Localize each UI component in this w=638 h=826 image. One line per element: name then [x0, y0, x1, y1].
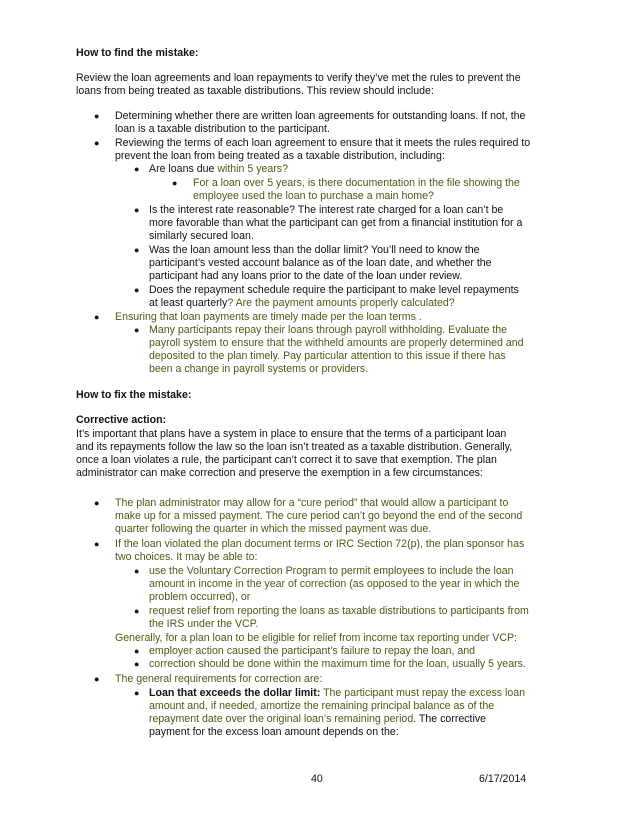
bullet-icon: ●: [134, 688, 140, 698]
sub-sub-bullet-home-1: For a loan over 5 years, is there documentation in the file showing the: [193, 177, 520, 189]
bullet-icon: ●: [134, 606, 140, 616]
due-prefix: Are loans due: [149, 163, 218, 175]
bullet-plan-violation-1: If the loan violated the plan document terms or IRC Section 72(p), the plan sponsor has: [115, 538, 525, 550]
sub-bullet-excess-loan-1: [149, 687, 525, 700]
sub-bullet-employer-action: employer action caused the participant’s failure to repay the loan, and: [149, 645, 476, 657]
sub-sub-bullet-home-2: employee used the loan to purchase a main home?: [193, 190, 434, 202]
sub-bullet-interest-1: Is the interest rate reasonable? The interest rate charged for a loan can’t be: [149, 204, 504, 216]
sub-bullet-correction-time: correction should be done within the maximum time for the loan, usually 5 years.: [149, 658, 526, 670]
sub-bullet-vcp-3: problem occurred), or: [149, 591, 251, 603]
bullet-written-agreements-2: loan is a taxable distribution to the participant.: [115, 123, 330, 135]
sub-bullet-excess-loan-4: payment for the excess loan amount depends on the:: [149, 726, 399, 738]
sub-bullet-payroll-4: been a change in payroll systems or providers.: [149, 363, 369, 375]
bullet-timely-payments: Ensuring that loan payments are timely made per the loan terms .: [115, 311, 422, 323]
footer-page-number: 40: [311, 773, 323, 785]
generally-eligible-line: Generally, for a plan loan to be eligible for relief from income tax reporting under VCP:: [115, 632, 517, 644]
bullet-cure-period-3: quarter following the quarter in which the missed payment was due.: [115, 523, 432, 535]
sub-bullet-vcp-1: use the Voluntary Correction Program to permit employees to include the loan: [149, 565, 514, 577]
sub-bullet-interest-2: more favorable than what the participant can get from a financial institution for a: [149, 217, 523, 229]
bullet-plan-violation-2: two choices. It may be able to:: [115, 551, 258, 563]
sub-bullet-repayment-1: Does the repayment schedule require the participant to make level repayments: [149, 284, 519, 296]
sub-bullet-relief-1: request relief from reporting the loans as taxable distributions to participants from: [149, 605, 529, 617]
bullet-cure-period-2: make up for a missed payment. The cure period can’t go beyond the end of the second: [115, 510, 523, 522]
bullet-written-agreements-1: Determining whether there are written loan agreements for outstanding loans. If not, the: [115, 110, 526, 122]
bullet-general-requirements: The general requirements for correction are:: [115, 673, 323, 685]
bullet-icon: ●: [134, 205, 140, 215]
sub-bullet-dollar-limit-2: participant’s vested account balance as of the loan date, and whether the: [149, 257, 492, 269]
sub-bullet-payroll-2: payroll system to ensure that the withheld amounts are properly determined and: [149, 337, 524, 349]
sub-bullet-due-5-years: [149, 163, 288, 176]
bullet-icon: ●: [134, 325, 140, 335]
sub-bullet-payroll-3: deposited to the plan timely. Pay particular attention to this issue if there has: [149, 350, 506, 362]
sub-bullet-repayment-2: [149, 297, 455, 310]
repayment-quarterly: at least quarterly: [149, 297, 228, 309]
bullet-icon: ●: [134, 659, 140, 669]
bullet-cure-period-1: The plan administrator may allow for a “cure period” that would allow a participant to: [115, 497, 509, 509]
intro-line-1: Review the loan agreements and loan repayments to verify they’ve met the rules to prevent the: [76, 72, 521, 84]
excess-loan-rest: The participant must repay the excess loan: [320, 687, 526, 699]
bullet-icon: ●: [134, 285, 140, 295]
section-heading-fix: How to fix the mistake:: [76, 389, 192, 401]
bullet-icon: ●: [94, 312, 100, 322]
corrective-para-4: administrator can make correction and preserve the exemption in a few circumstances:: [76, 467, 483, 479]
sub-bullet-dollar-limit-1: Was the loan amount less than the dollar limit? You’ll need to know the: [149, 244, 480, 256]
corrective-para-1: It’s important that plans have a system in place to ensure that the terms of a participant loan: [76, 428, 507, 440]
bullet-icon: ●: [134, 164, 140, 174]
corrective-action-heading: Corrective action:: [76, 414, 167, 426]
section-heading-find: How to find the mistake:: [76, 47, 199, 59]
sub-bullet-excess-loan-3: [149, 713, 486, 726]
excess-loan-label: Loan that exceeds the dollar limit:: [149, 687, 321, 699]
bullet-icon: ●: [94, 498, 100, 508]
sub-bullet-relief-2: the IRS under the VCP.: [149, 618, 259, 630]
repayment-question: ? Are the payment amounts properly calculated?: [227, 297, 455, 309]
excess-loan-period: repayment date over the original loan’s remaining period: [149, 713, 414, 725]
sub-bullet-dollar-limit-3: participant had any loans prior to the date of the loan under review.: [149, 270, 463, 282]
bullet-icon: ●: [94, 674, 100, 684]
sub-bullet-payroll-1: Many participants repay their loans through payroll withholding. Evaluate the: [149, 324, 508, 336]
bullet-icon: ●: [134, 566, 140, 576]
sub-bullet-interest-3: similarly secured loan.: [149, 230, 254, 242]
bullet-icon: ●: [94, 111, 100, 121]
sub-bullet-vcp-2: amount in income in the year of correction (as opposed to the year in which the: [149, 578, 520, 590]
intro-line-2: loans from being treated as taxable distributions. This review should include:: [76, 85, 434, 97]
bullet-icon: ●: [134, 646, 140, 656]
footer-date: 6/17/2014: [479, 773, 527, 785]
bullet-review-terms-2: prevent the loan from being treated as a taxable distribution, including:: [115, 150, 445, 162]
corrective-para-3: once a loan violates a rule, the participant can’t correct it to save that exemption. The plan: [76, 454, 497, 466]
bullet-icon: ●: [94, 539, 100, 549]
bullet-icon: ●: [172, 178, 178, 188]
excess-loan-tail: . The corrective: [413, 713, 487, 725]
due-highlight: within 5 years?: [217, 163, 288, 175]
bullet-review-terms-1: Reviewing the terms of each loan agreement to ensure that it meets the rules required to: [115, 137, 531, 149]
bullet-icon: ●: [94, 138, 100, 148]
sub-bullet-excess-loan-2: amount and, if needed, amortize the remaining principal balance as of the: [149, 700, 495, 712]
bullet-icon: ●: [134, 245, 140, 255]
corrective-para-2: and its repayments follow the law so the loan isn’t treated as a taxable distribution. Generally,: [76, 441, 513, 453]
